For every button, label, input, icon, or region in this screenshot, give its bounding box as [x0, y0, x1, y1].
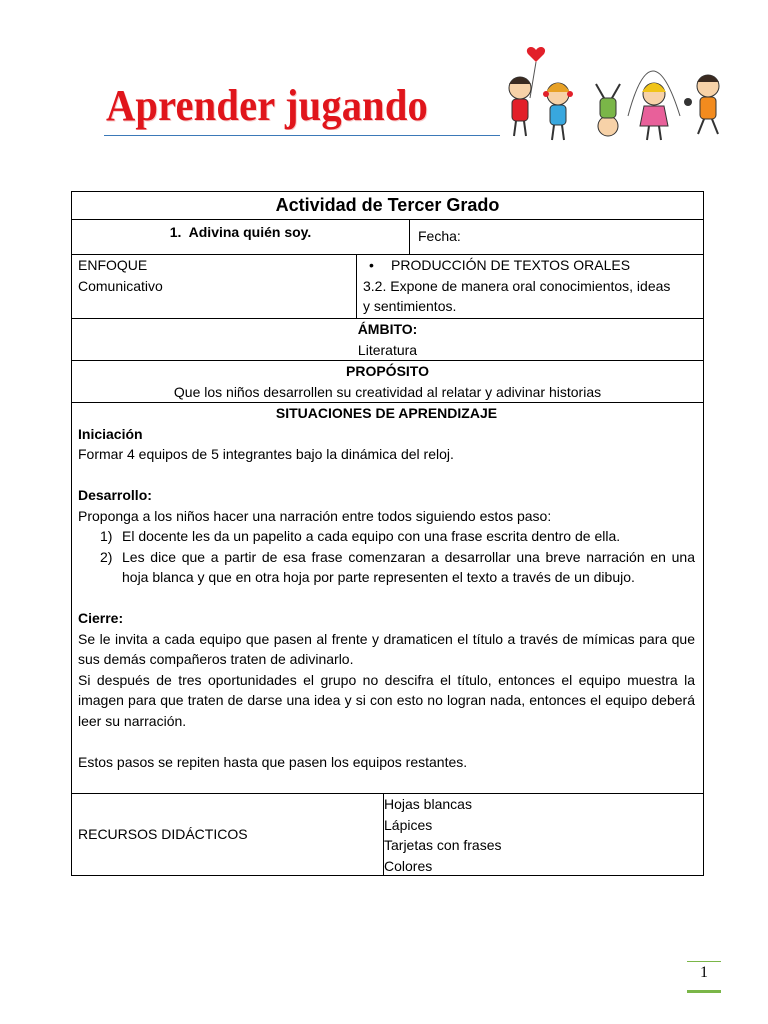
page-number: 1 [700, 964, 708, 981]
bullet-icon: • [369, 257, 374, 273]
page-number-rule [687, 990, 721, 993]
proposito-value: Que los niños desarrollen su creatividad al relatar y adivinar historias [173, 383, 602, 400]
enfoque-label: ENFOQUE [78, 257, 148, 273]
situaciones-label: SITUACIONES DE APRENDIZAJE [275, 405, 498, 421]
title-underline [104, 135, 500, 136]
list-item: Colores [384, 857, 433, 874]
desarrollo-label: Desarrollo: [78, 487, 152, 503]
cierre-label: Cierre: [78, 610, 124, 626]
activity-heading [71, 191, 704, 220]
enfoque-bullet-text: PRODUCCIÓN DE TEXTOS ORALES [391, 257, 631, 273]
list-item: 2) Les dice que a partir de esa frase comenzaran a desarrollar una breve narración en una hoja blanca y que en otra hoja por parte representen el texto a través de un dibujo. [100, 548, 695, 585]
iniciacion-label: Iniciación [78, 425, 143, 442]
recursos-label-cell [71, 793, 384, 876]
activity-heading-text: Actividad de Tercer Grado [275, 195, 500, 215]
recursos-list-cell [383, 793, 704, 876]
ambito-label: ÁMBITO: [357, 321, 418, 337]
proposito-label: PROPÓSITO [346, 363, 429, 379]
recursos-label: RECURSOS DIDÁCTICOS [78, 826, 248, 843]
enfoque-line-1: 3.2. Expone de manera oral conocimientos, ideas [363, 277, 671, 294]
cierre-paragraph-1: Se le invita a cada equipo que pasen al frente y dramaticen el título a través de mímicas para que sus demás compañeros traten de adivinarlo. [78, 630, 695, 667]
date-cell [409, 219, 704, 255]
enfoque-detail-cell [356, 254, 704, 319]
date-label: Fecha: [418, 228, 461, 244]
activity-number: 1. [169, 224, 182, 240]
cierre-paragraph-3: Estos pasos se repiten hasta que pasen los equipos restantes. [78, 753, 468, 770]
desarrollo-text: Proponga a los niños hacer una narración entre todos siguiendo estos paso: [78, 507, 552, 524]
iniciacion-text: Formar 4 equipos de 5 integrantes bajo la dinámica del reloj. [78, 446, 454, 462]
activity-name-cell [71, 219, 410, 255]
children-playing-icon [496, 36, 736, 148]
enfoque-line-2: y sentimientos. [363, 298, 457, 314]
list-item: Lápices [384, 816, 433, 833]
situaciones-cell [71, 402, 704, 794]
steps-list [78, 526, 695, 588]
list-item: Tarjetas con frases [384, 837, 502, 853]
list-item: Hojas blancas [384, 796, 472, 812]
ambito-value: Literatura [357, 341, 418, 358]
enfoque-bullet [363, 255, 703, 276]
enfoque-cell [71, 254, 357, 319]
enfoque-value: Comunicativo [78, 277, 163, 294]
cierre-paragraph-2: Si después de tres oportunidades el grupo no descifra el título, entonces el equipo muestra la imagen para que traten de darse una idea y si con esto no logran nada, entonces el equipo deberá leer su narración. [78, 671, 695, 729]
page-title: Aprender jugando [106, 81, 428, 130]
activity-name: Adivina quién soy. [188, 224, 312, 240]
page-number-top-rule [687, 961, 721, 962]
list-item: 1) El docente les da un papelito a cada equipo con una frase escrita dentro de ella. [100, 528, 621, 544]
ambito-cell [71, 318, 704, 361]
proposito-cell [71, 360, 704, 403]
